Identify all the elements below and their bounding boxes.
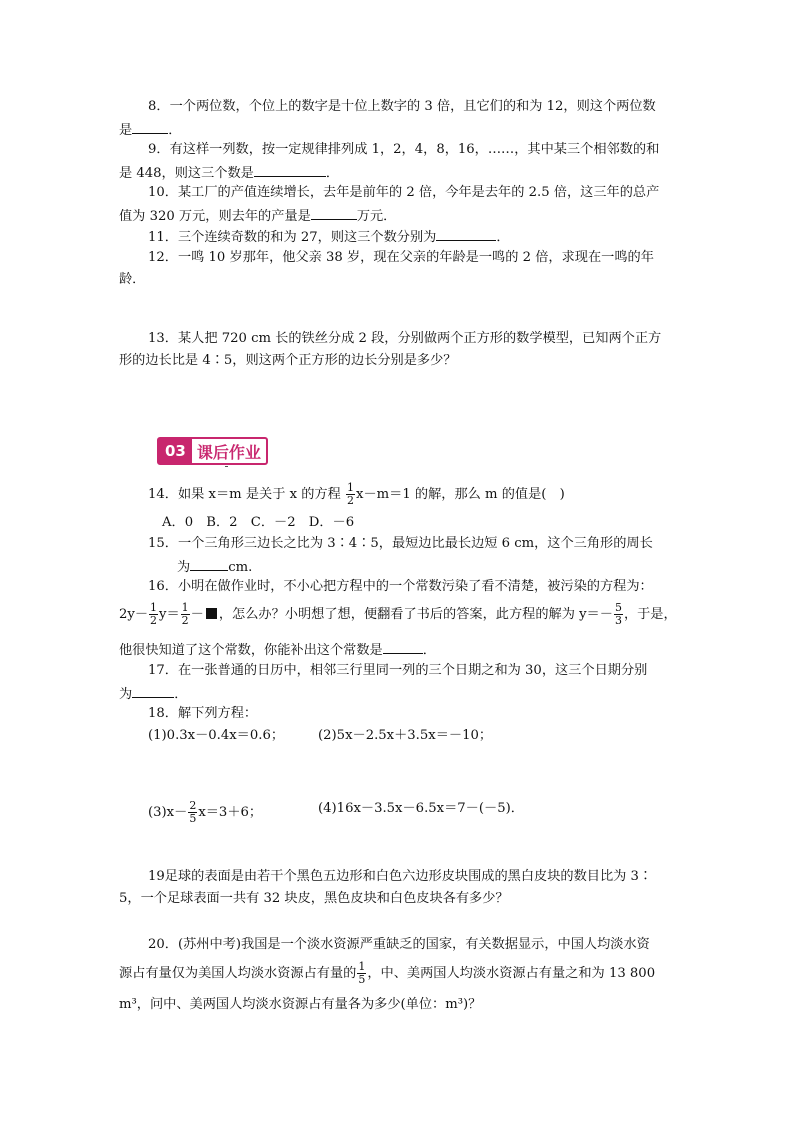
q10-line2: 值为 320 万元，则去年的产量是 万元． bbox=[119, 206, 396, 226]
fraction: $\frac{1}{2}$ bbox=[347, 481, 355, 507]
decorative-mark bbox=[225, 466, 228, 467]
answer-blank[interactable] bbox=[132, 684, 174, 698]
q13-line2: 形的边长比是 4∶5，则这两个正方形的边长分别是多少？ bbox=[119, 353, 457, 368]
q18-part3: (3)x－ $\frac{2}{5}$ x＝3＋6； bbox=[148, 799, 263, 825]
q13-line1: 13．某人把 720 cm 长的铁丝分成 2 段，分别做两个正方形的数学模型，已知两个正方 bbox=[148, 331, 662, 346]
q18-part2: (2)5x－2.5x＋3.5x＝－10； bbox=[318, 728, 493, 743]
q12-line2: 龄． bbox=[119, 272, 146, 287]
q16-equation-line: 2y－ $\frac{1}{2}$ y＝ $\frac{1}{2}$ － ，怎么办？小明想了想，便翻看了书后的答案，此方程的解为 y＝－ $\frac{5}{3}$ ，于是， bbox=[119, 601, 677, 627]
q18-part1: (1)0.3x－0.4x＝0.6； bbox=[148, 728, 285, 743]
q11-line: 11．三个连续奇数的和为 27，则这三个数分别为 ． bbox=[148, 227, 510, 247]
q19-line2: 5，一个足球表面一共有 32 块皮，黑色皮块和白色皮块各有多少？ bbox=[119, 891, 509, 906]
q20-line3: m³，问中、美两国人均淡水资源占有量各为多少(单位：m³)？ bbox=[119, 997, 482, 1012]
q9-line1: 9．有这样一列数，按一定规律排列成 1，2，4，8，16，……，其中某三个相邻数的和 bbox=[148, 142, 660, 157]
fraction: $\frac{1}{2}$ bbox=[181, 601, 189, 627]
fraction: $\frac{2}{5}$ bbox=[189, 799, 197, 825]
q16-line1: 16．小明在做作业时，不小心把方程中的一个常数污染了看不清楚，被污染的方程为： bbox=[148, 579, 653, 594]
smudged-constant-icon bbox=[206, 608, 217, 619]
q9-line2: 是 448，则这三个数是 ． bbox=[119, 163, 339, 183]
answer-blank[interactable] bbox=[436, 227, 496, 241]
section-number: 03 bbox=[159, 439, 192, 463]
answer-blank[interactable] bbox=[132, 120, 168, 134]
q8-line2: 是 ． bbox=[119, 120, 181, 140]
q19-line1: 19足球的表面是由若干个黑色五边形和白色六边形皮块围成的黑白皮块的数目比为 3∶ bbox=[148, 869, 653, 884]
section-header-badge bbox=[157, 437, 268, 465]
q14-options: A．0 B．2 C．－2 D．－6 bbox=[162, 515, 355, 530]
q12-line1: 12．一鸣 10 岁那年，他父亲 38 岁，现在父亲的年龄是一鸣的 2 倍，求现在一鸣的年 bbox=[148, 250, 654, 265]
q14-line1: 14．如果 x＝m 是关于 x 的方程 $\frac{1}{2}$ x－m＝1 的解，那么 m 的值是( ) bbox=[148, 481, 565, 507]
q17-line2: 为 ． bbox=[119, 684, 187, 704]
fraction: $\frac{1}{2}$ bbox=[150, 601, 158, 627]
q20-line1: 20．(苏州中考)我国是一个淡水资源严重缺乏的国家，有关数据显示，中国人均淡水资 bbox=[148, 937, 650, 952]
answer-blank[interactable] bbox=[383, 640, 423, 654]
q17-line1: 17．在一张普通的日历中，相邻三行里同一列的三个日期之和为 30，这三个日期分别 bbox=[148, 663, 648, 678]
q18-part4: (4)16x－3.5x－6.5x＝7－(－5)． bbox=[318, 801, 524, 816]
fraction: $\frac{1}{5}$ bbox=[358, 960, 366, 986]
section-title: 课后作业 bbox=[196, 442, 261, 462]
q16-line3: 他很快知道了这个常数，你能补出这个常数是 ． bbox=[119, 640, 436, 660]
answer-blank[interactable] bbox=[190, 557, 228, 571]
answer-blank[interactable] bbox=[254, 163, 326, 177]
q20-line2: 源占有量仅为美国人均淡水资源占有量的 $\frac{1}{5}$ ，中、美两国人均淡水资源占有量之和为 13 800 bbox=[119, 960, 656, 986]
q10-line1: 10．某工厂的产值连续增长，去年是前年的 2 倍，今年是去年的 2.5 倍，这三年的总产 bbox=[148, 185, 660, 200]
q15-line1: 15．一个三角形三边长之比为 3∶4∶5，最短边比最长边短 6 cm，这个三角形的周长 bbox=[148, 536, 653, 551]
q18-title: 18．解下列方程： bbox=[148, 706, 258, 721]
fraction: $\frac{5}{3}$ bbox=[614, 601, 622, 627]
q8-line1: 8．一个两位数，个位上的数字是十位上数字的 3 倍，且它们的和为 12，则这个两位数 bbox=[148, 99, 656, 114]
answer-blank[interactable] bbox=[311, 206, 357, 220]
q15-line2: 为 cm. bbox=[177, 557, 252, 577]
